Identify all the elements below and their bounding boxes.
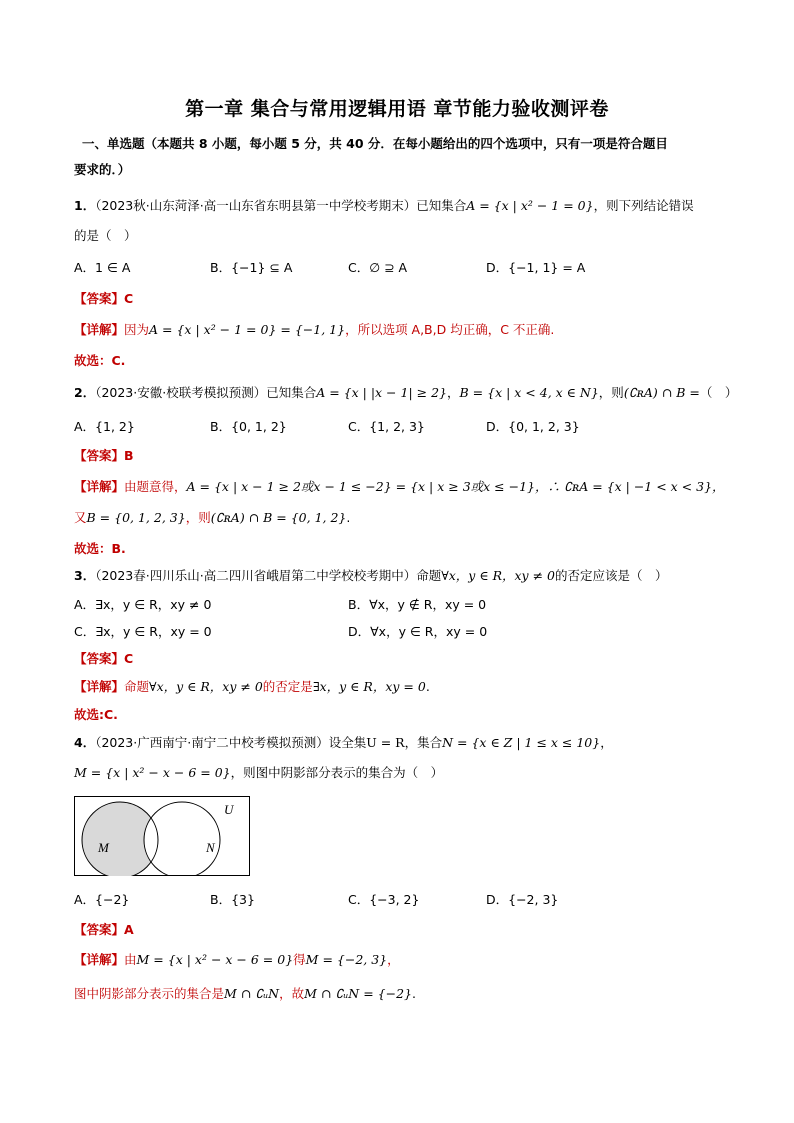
math-set: A = {x | x² − 1 = 0}	[466, 198, 594, 213]
q3-option-c[interactable]: C．∃x，y ∈ R，xy = 0	[74, 624, 212, 639]
q3-option-b[interactable]: B．∀x，y ∉ R，xy = 0	[348, 597, 487, 612]
section-header-cont: 要求的．）	[74, 162, 131, 177]
q1-conclusion: 故选：C.	[74, 353, 126, 368]
q2-option-d[interactable]: D．{0, 1, 2, 3}	[486, 419, 580, 434]
q2-answer: 【答案】B	[74, 448, 134, 463]
q1-option-a[interactable]: A．1 ∈ A	[74, 260, 131, 275]
venn-label-u: U	[224, 802, 234, 817]
question-2-stem: 2．（2023·安徽·校联考模拟预测）已知集合A = {x | |x − 1| ≥ 2}，B = {x | x < 4, x ∈ N}，则(∁ʀA) ∩ B =（ ）	[74, 385, 738, 400]
question-1-stem-cont: 的是（ ）	[74, 228, 137, 243]
q3-conclusion: 故选:C.	[74, 707, 118, 722]
q3-option-a[interactable]: A．∃x，y ∈ R，xy ≠ 0	[74, 597, 212, 612]
q4-option-b[interactable]: B．{3}	[210, 892, 255, 907]
q4-detail: 【详解】由M = {x | x² − x − 6 = 0}得M = {−2, 3}，	[74, 952, 400, 967]
question-number: 3．	[74, 568, 96, 583]
section-header: 一、单选题（本题共 8 小题，每小题 5 分，共 40 分．在每小题给出的四个选项中，只有一项是符合题目	[82, 136, 668, 151]
q1-option-d[interactable]: D．{−1, 1} = A	[486, 260, 586, 275]
q4-option-d[interactable]: D．{−2, 3}	[486, 892, 559, 907]
q2-option-b[interactable]: B．{0, 1, 2}	[210, 419, 287, 434]
question-4-stem: 4．（2023·广西南宁·南宁二中校考模拟预测）设全集U = R，集合N = {x ∈ Z | 1 ≤ x ≤ 10}，	[74, 735, 613, 750]
venn-label-m: M	[98, 840, 109, 855]
venn-diagram	[74, 796, 250, 876]
question-number: 2．	[74, 385, 96, 400]
q1-detail: 【详解】因为A = {x | x² − 1 = 0} = {−1, 1}，所以选项 A,B,D 均正确，C 不正确.	[74, 322, 555, 337]
q2-option-a[interactable]: A．{1, 2}	[74, 419, 135, 434]
q1-answer: 【答案】C	[74, 291, 134, 306]
q3-option-d[interactable]: D．∀x，y ∈ R，xy = 0	[348, 624, 488, 639]
q2-conclusion: 故选：B.	[74, 541, 126, 556]
q3-detail: 【详解】命题∀x，y ∈ R，xy ≠ 0的否定是∃x，y ∈ R，xy = 0.	[74, 679, 430, 694]
q1-option-b[interactable]: B．{−1} ⊆ A	[210, 260, 293, 275]
question-1-stem: 1．（2023秋·山东菏泽·高一山东省东明县第一中学校考期末）已知集合A = {x | x² − 1 = 0}，则下列结论错误	[74, 198, 694, 213]
q2-detail-cont: 又B = {0, 1, 2, 3}，则(∁ʀA) ∩ B = {0, 1, 2}.	[74, 510, 351, 525]
q3-answer: 【答案】C	[74, 651, 134, 666]
q4-detail-cont: 图中阴影部分表示的集合是M ∩ ∁ᵤN，故M ∩ ∁ᵤN = {−2}.	[74, 986, 416, 1001]
q1-option-c[interactable]: C．∅ ⊇ A	[348, 260, 408, 275]
venn-label-n: N	[206, 840, 215, 855]
question-number: 1．	[74, 198, 96, 213]
q4-option-a[interactable]: A．{−2}	[74, 892, 130, 907]
question-3-stem: 3．（2023春·四川乐山·高二四川省峨眉第二中学校校考期中）命题∀x，y ∈ R，xy ≠ 0的否定应该是（ ）	[74, 568, 668, 583]
q4-answer: 【答案】A	[74, 922, 134, 937]
q2-detail: 【详解】由题意得，A = {x | x − 1 ≥ 2或x − 1 ≤ −2} = {x | x ≥ 3或x ≤ −1}，∴ ∁ʀA = {x | −1 < x < 3}，	[74, 479, 725, 494]
question-4-stem-cont: M = {x | x² − x − 6 = 0}，则图中阴影部分表示的集合为（ ）	[74, 765, 444, 780]
page-title: 第一章 集合与常用逻辑用语 章节能力验收测评卷	[185, 98, 609, 120]
question-number: 4．	[74, 735, 96, 750]
q2-option-c[interactable]: C．{1, 2, 3}	[348, 419, 425, 434]
q4-option-c[interactable]: C．{−3, 2}	[348, 892, 420, 907]
